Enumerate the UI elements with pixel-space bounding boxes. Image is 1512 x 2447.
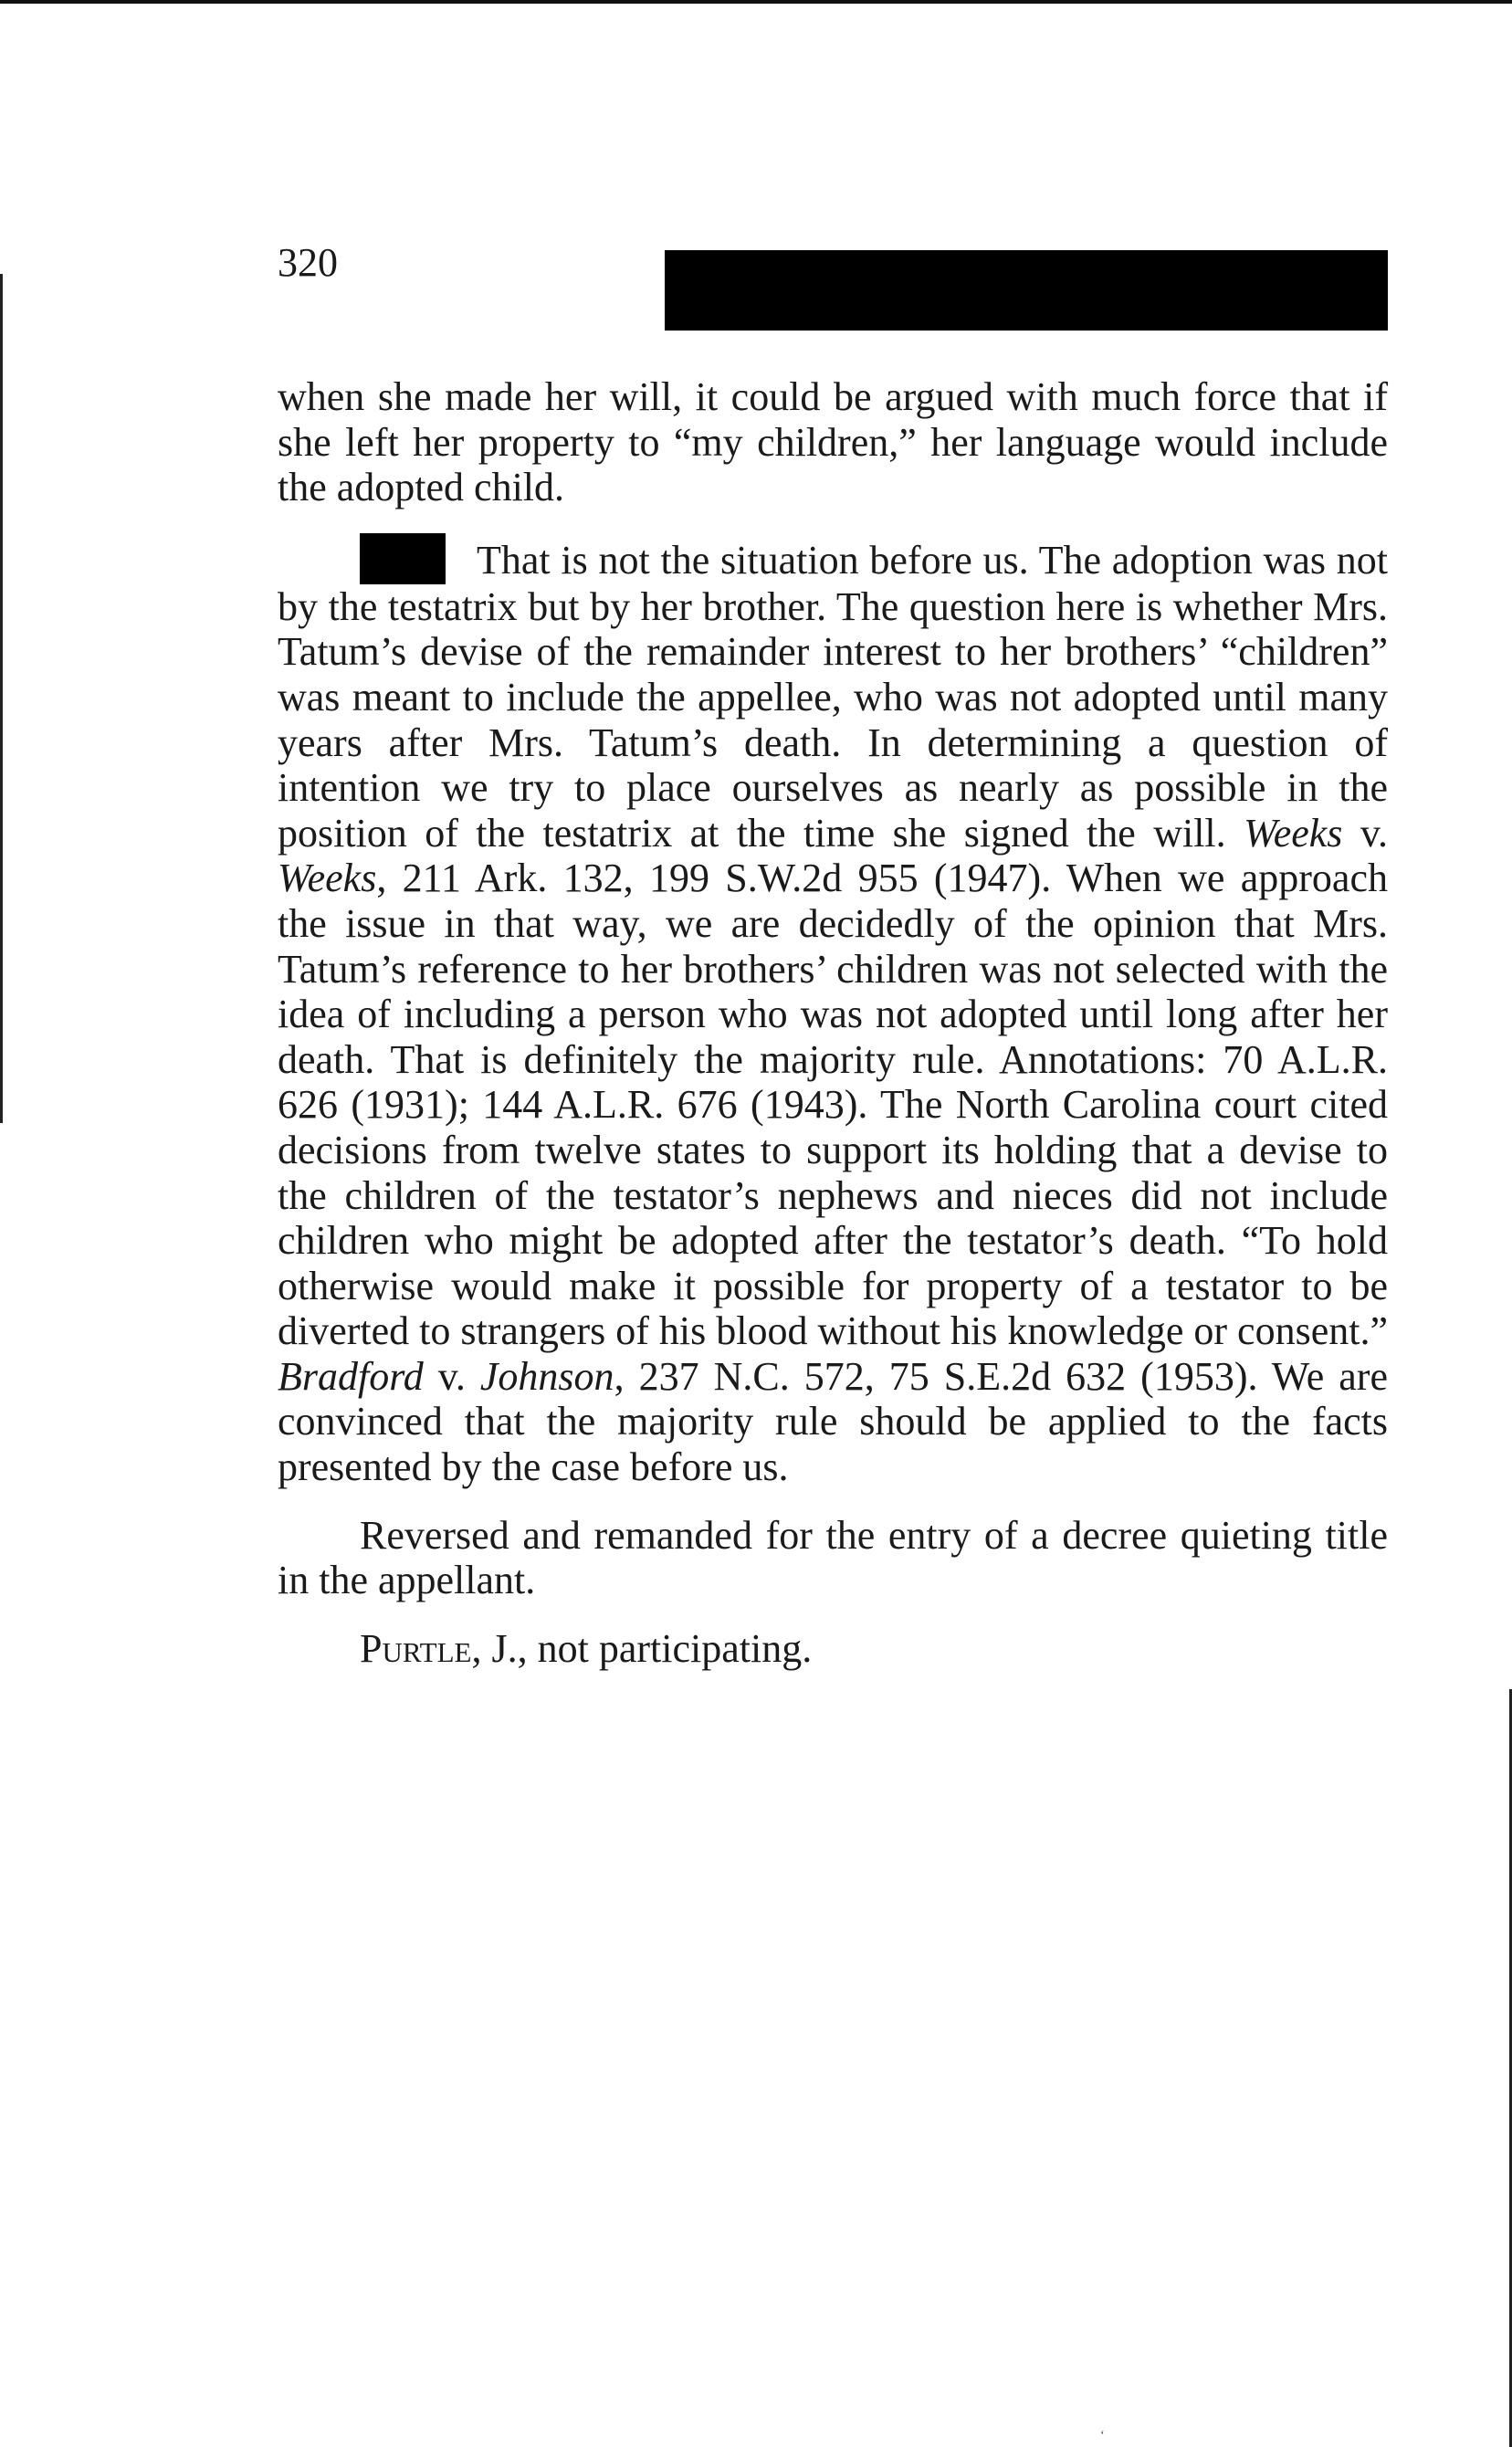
case-name: Weeks: [278, 856, 377, 901]
paragraph-continuation: when she made her will, it could be argued with much force that if she left her property to “my children,” her language would include the adopted child.: [278, 374, 1388, 510]
justice-name: Purtle: [360, 1625, 472, 1671]
case-name: Johnson: [479, 1353, 614, 1399]
page-number: 320: [278, 240, 338, 285]
case-name: Weeks: [1244, 810, 1343, 856]
scan-edge-top: [0, 0, 1512, 4]
stray-ink-mark: ‘: [1100, 2429, 1105, 2442]
paragraph-disposition: Reversed and remanded for the entry of a decree quieting title in the appellant.: [278, 1512, 1388, 1603]
case-versus: v.: [1342, 810, 1388, 856]
participation-text: , J., not participating.: [471, 1625, 813, 1671]
paragraph-majority-rule: [278, 533, 1388, 1490]
paragraph-text: , 237 N.C. 572, 75 S.E.2d 632 (1953). We are convinced that the majority rule should be applied to the facts presented by the case before us.: [278, 1353, 1388, 1490]
header-redaction-block: [665, 250, 1388, 331]
paragraph-participation-note: [278, 1626, 1388, 1672]
headnote-redaction-block: [360, 533, 446, 584]
case-name: Bradford: [278, 1353, 424, 1399]
paragraph-text: , 211 Ark. 132, 199 S.W.2d 955 (1947). When we approach the issue in that way, we are decidedly of the opinion that Mrs. Tatum’s reference to her brothers’ children was not selected with the idea of including a person who was not adopted until long after her death. That is definitely the majority rule. Annotations: 70 A.L.R. 626 (1931); 144 A.L.R. 676 (1943). The North Carolina court cited decisions from twelve states to support its holding that a devise to the children of the testator’s nephews and nieces did not include children who might be adopted after the testator’s death. “To hold otherwise would make it possible for property of a testator to be diverted to strangers of his blood without his knowledge or consent.”: [278, 856, 1388, 1354]
opinion-body: [278, 374, 1388, 1694]
paragraph-text: That is not the situation before us. The adoption was not by the testatrix but by her brother. The question here is whether Mrs. Tatum’s devise of the remainder interest to her brothers’ “children” was meant to include the appellee, who was not adopted until many years after Mrs. Tatum’s death. In determining a question of intention we try to place ourselves as nearly as possible in the position of the testatrix at the time she signed the will.: [278, 537, 1388, 856]
scan-edge-left: [0, 274, 3, 1123]
case-versus: v.: [423, 1353, 480, 1399]
